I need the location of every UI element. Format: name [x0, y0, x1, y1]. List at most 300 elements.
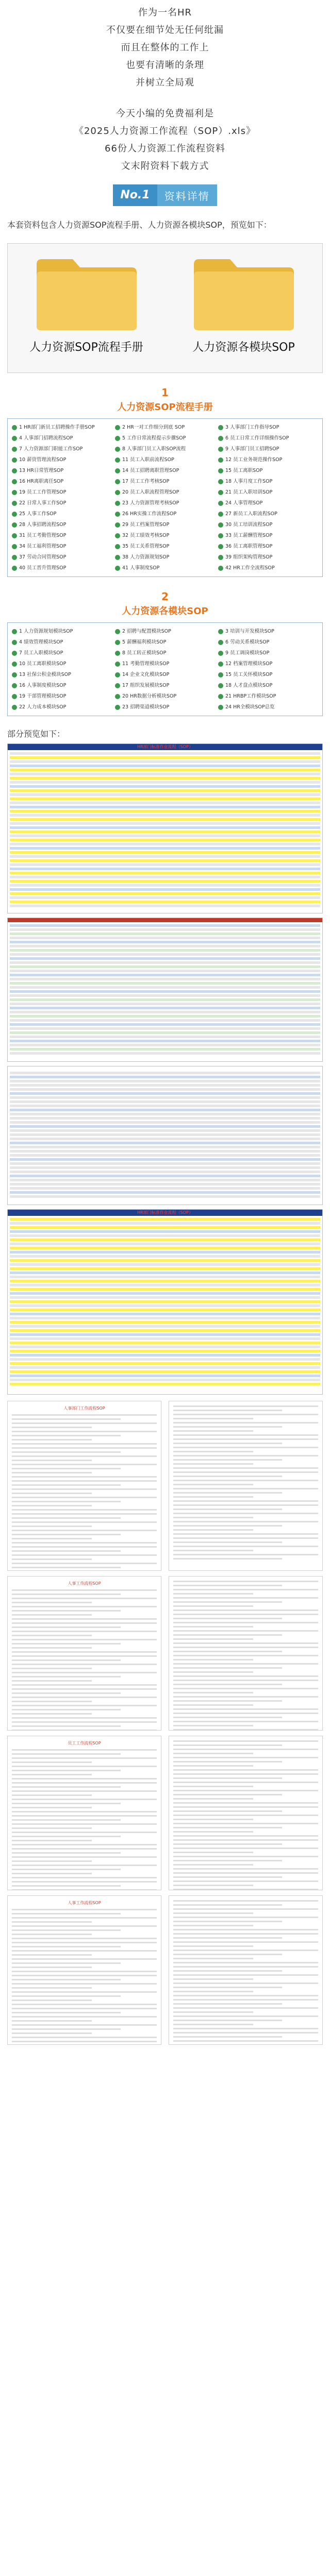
sheet-row: [10, 1276, 320, 1278]
file-list-item: [115, 564, 215, 572]
sheet-row: [10, 1092, 320, 1095]
doc-text-line: [12, 2012, 121, 2013]
bullet-icon: [218, 522, 223, 528]
doc-text-line: [173, 1978, 253, 1980]
doc-text-line: [12, 1484, 121, 1486]
file-name: 2 招聘与配置模块SOP: [122, 629, 171, 634]
doc-text-line: [12, 1958, 157, 1960]
doc-text-line: [12, 1713, 92, 1715]
doc-text-line: [173, 1839, 318, 1841]
file-list-item: [12, 659, 112, 668]
bullet-icon: [218, 490, 223, 495]
doc-text-line: [173, 1900, 318, 1902]
file-list-item: [115, 499, 215, 507]
sheet-row: [10, 1015, 320, 1018]
doc-text-line: [12, 1873, 92, 1874]
sheet-row: [10, 769, 320, 771]
file-list-item: [115, 445, 215, 453]
doc-text-line: [12, 1468, 121, 1469]
folder-module-sop[interactable]: [185, 255, 303, 356]
bullet-icon: [12, 662, 17, 667]
doc-text-line: [173, 1717, 282, 1718]
sheet-row: [10, 1117, 320, 1120]
doc-text-line: [173, 1700, 282, 1702]
preview-doc: [7, 1401, 161, 1571]
bullet-icon: [218, 544, 223, 549]
doc-text-line: [173, 1925, 253, 1926]
doc-text-line: [12, 1618, 157, 1620]
doc-text-line: [173, 1945, 253, 1947]
doc-text-line: [12, 1610, 121, 1612]
doc-text-line: [173, 1550, 253, 1551]
doc-text-line: [12, 1950, 157, 1952]
doc-text-line: [173, 1558, 282, 1560]
section-badge: [0, 184, 330, 206]
file-list-item: [218, 553, 318, 562]
sheet-row: [10, 1346, 320, 1348]
sheet-row: [10, 1150, 320, 1153]
doc-text-line: [173, 1529, 253, 1531]
file-list-item: [218, 703, 318, 711]
sheet-row: [10, 851, 320, 854]
doc-text-line: [12, 1942, 157, 1943]
doc-text-line: [12, 1521, 157, 1523]
doc-text-line: [173, 1484, 253, 1485]
file-name: 19 干部管理模块SOP: [19, 693, 67, 699]
doc-text-line: [173, 1933, 318, 1935]
bullet-icon: [115, 672, 120, 677]
doc-text-line: [173, 1729, 318, 1731]
sheet-row: [10, 826, 320, 829]
doc-text-line: [12, 1705, 157, 1706]
doc-text-line: [173, 1601, 282, 1603]
doc-text-line: [173, 1651, 282, 1652]
doc-title: 人事工作流程SOP: [68, 1901, 101, 1905]
doc-text-line: [173, 1405, 318, 1407]
sheet-row: [10, 1267, 320, 1270]
bullet-icon: [218, 457, 223, 463]
preview-doc: [7, 1895, 161, 2045]
sheet-row: [10, 1251, 320, 1253]
doc-text-line: [173, 2040, 318, 2042]
doc-text-line: [12, 1794, 92, 1796]
doc-text-line: [173, 1581, 318, 1582]
file-list-item: [12, 531, 112, 540]
doc-text-line: [12, 2008, 157, 2009]
file-list-item: [12, 488, 112, 497]
bullet-icon: [12, 672, 17, 677]
doc-text-line: [173, 1597, 318, 1599]
doc-text-line: [173, 1622, 318, 1623]
doc-text-line: [12, 1753, 121, 1755]
doc-text-line: [173, 1744, 282, 1746]
file-name: 12 档案管理模块SOP: [225, 661, 273, 667]
file-name: 18 人事月度工作SOP: [225, 479, 273, 484]
file-list-item: [115, 670, 215, 679]
bullet-icon: [218, 479, 223, 484]
sheet-row: [10, 765, 320, 767]
sheet-row: [10, 793, 320, 796]
bullet-icon: [12, 566, 17, 571]
doc-text-line: [12, 1422, 157, 1424]
sheet-row: [10, 1226, 320, 1229]
doc-text-line: [12, 1684, 157, 1686]
file-list-item: [218, 445, 318, 453]
file-name: 26 HR实操工作流程SOP: [122, 511, 177, 517]
sheet-row: [10, 785, 320, 788]
sheet-row: [10, 1133, 320, 1136]
doc-text-line: [173, 1630, 318, 1632]
file-name: 28 人事招聘流程SOP: [19, 522, 67, 528]
doc-text-line: [12, 1680, 92, 1682]
doc-text-line: [12, 1542, 157, 1544]
doc-text-line: [173, 1810, 282, 1812]
sheet-row: [10, 1333, 320, 1336]
doc-text-line: [173, 2028, 318, 2029]
sheet-row: [10, 1263, 320, 1266]
doc-text-line: [12, 1934, 92, 1935]
bullet-icon: [12, 544, 17, 549]
sheet-row: [10, 802, 320, 804]
sheet-row: [10, 933, 320, 935]
file-list-item: [12, 638, 112, 647]
sheet-row: [10, 752, 320, 755]
sheet-row: [10, 970, 320, 972]
bullet-icon: [218, 447, 223, 452]
doc-text-line: [12, 1567, 121, 1568]
file-name: 11 员工入职前流程SOP: [122, 457, 174, 463]
doc-text-line: [173, 1513, 318, 1514]
doc-text-line: [12, 1717, 157, 1719]
file-list-item: [12, 627, 112, 636]
bullet-icon: [12, 629, 17, 634]
sheet-row: [10, 1052, 320, 1055]
doc-text-line: [173, 1880, 318, 1882]
sheet-row: [10, 781, 320, 784]
sheet-row: [10, 1166, 320, 1169]
file-name: 27 新员工入职流程SOP: [225, 511, 277, 517]
doc-text-line: [173, 1941, 318, 1943]
file-name: 17 组织发展模块SOP: [122, 683, 170, 688]
doc-text-line: [173, 1476, 282, 1477]
doc-text-line: [12, 1913, 121, 1914]
sheet-row: [10, 953, 320, 956]
file-name: 7 员工入职模块SOP: [19, 650, 63, 656]
doc-text-line: [173, 2024, 253, 2025]
doc-text-line: [12, 1692, 121, 1694]
bullet-icon: [12, 468, 17, 473]
file-name: 7 人力资源部门职能工作SOP: [19, 446, 83, 452]
file-name: 3 人事部门工作指导SOP: [225, 425, 279, 430]
sheet-row: [10, 924, 320, 927]
sheet-row: [10, 1325, 320, 1328]
section2-number: 2: [161, 590, 169, 603]
file-name: 6 劳动关系模块SOP: [225, 639, 270, 645]
doc-text-line: [12, 1877, 157, 1878]
doc-text-line: [173, 1777, 282, 1779]
doc-title: 员工工作流程SOP: [68, 1741, 101, 1745]
file-list-item: [218, 670, 318, 679]
file-name: 12 员工业务规范操作SOP: [225, 457, 283, 463]
doc-text-line: [12, 1770, 121, 1771]
doc-text-line: [173, 1999, 318, 2001]
doc-text-line: [12, 1757, 157, 1759]
doc-text-line: [173, 1962, 318, 1963]
file-list-item: [115, 520, 215, 529]
file-name: 4 绩效管理模块SOP: [19, 639, 63, 645]
doc-text-line: [173, 1954, 282, 1955]
doc-text-line: [12, 1655, 157, 1657]
doc-text-line: [12, 1852, 121, 1854]
doc-text-line: [12, 1979, 121, 1980]
doc-text-line: [173, 1773, 318, 1775]
bullet-icon: [12, 522, 17, 528]
sheet-row: [10, 1040, 320, 1042]
sheet-row: [10, 1154, 320, 1157]
doc-text-line: [173, 1692, 253, 1693]
doc-text-line: [173, 1987, 282, 1988]
file-list-item: [218, 423, 318, 432]
doc-text-line: [173, 1517, 253, 1518]
sheet-row: [10, 1100, 320, 1103]
file-list-item: [218, 520, 318, 529]
doc-text-line: [12, 1721, 157, 1723]
bullet-icon: [218, 672, 223, 677]
file-list-item: [12, 681, 112, 690]
sheet-row: [10, 1218, 320, 1221]
doc-text-line: [173, 1463, 253, 1465]
doc-text-line: [173, 1856, 318, 1857]
doc-text-line: [173, 2003, 282, 2005]
doc-text-line: [173, 1982, 318, 1984]
sheet-row: [10, 1080, 320, 1082]
file-list-item: [115, 638, 215, 647]
doc-text-line: [173, 1868, 318, 1870]
sheet-row: [10, 957, 320, 960]
sheet-row: [10, 831, 320, 833]
sheet-row: [10, 888, 320, 891]
doc-text-line: [12, 1659, 121, 1661]
sheet-row: [10, 1162, 320, 1165]
doc-text-line: [173, 1696, 318, 1698]
file-list-item: [115, 649, 215, 657]
bullet-icon: [115, 640, 120, 645]
doc-text-line: [12, 1550, 121, 1552]
bullet-icon: [218, 694, 223, 699]
doc-text-line: [12, 1668, 92, 1669]
file-name: 10 员工离职模块SOP: [19, 661, 67, 667]
doc-text-line: [173, 1765, 253, 1767]
bullet-icon: [218, 640, 223, 645]
file-list-item: [12, 670, 112, 679]
file-name: 24 HR全模块SOP总览: [225, 704, 275, 710]
doc-text-line: [173, 1471, 318, 1473]
doc-text-line: [12, 1602, 92, 1603]
doc-text-line: [12, 1464, 157, 1465]
bullet-icon: [115, 694, 120, 699]
sheet-row: [10, 1138, 320, 1140]
doc-text-line: [173, 1605, 253, 1607]
doc-text-line: [12, 1631, 157, 1632]
section1-title: 人力资源SOP流程手册: [117, 402, 213, 413]
doc-text-line: [173, 1451, 253, 1452]
doc-text-line: [12, 1869, 121, 1870]
doc-text-line: [173, 1889, 318, 1890]
bullet-icon: [218, 425, 223, 430]
file-name: 41 人事制度SOP: [122, 565, 160, 571]
sheet-row: [10, 855, 320, 858]
sheet-row: [10, 1230, 320, 1233]
file-name: 14 企业文化模块SOP: [122, 672, 170, 677]
file-list-item: [12, 445, 112, 453]
doc-text-line: [12, 1962, 121, 1964]
doc-text-line: [12, 1435, 121, 1436]
file-name: 8 人事部门员工入职SOP流程: [122, 446, 186, 452]
bullet-icon: [218, 501, 223, 506]
file-list-item: [12, 520, 112, 529]
sheet-row: [10, 1007, 320, 1009]
doc-text-line: [12, 1546, 157, 1548]
doc-text-line: [12, 1418, 121, 1420]
file-list-item: [218, 542, 318, 551]
preview-sheet-4: [7, 1209, 323, 1395]
sheet-row: [10, 1370, 320, 1373]
doc-text-line: [12, 1558, 92, 1560]
folder-name: 人力资源SOP流程手册: [29, 341, 143, 354]
badge-number: No.1: [113, 184, 157, 206]
doc-text-line: [173, 1876, 282, 1878]
doc-text-line: [173, 1708, 318, 1710]
sheet-row: [10, 986, 320, 989]
sheet-row: [10, 863, 320, 866]
doc-text-line: [173, 1647, 318, 1648]
doc-text-line: [173, 1504, 318, 1506]
doc-text-line: [173, 2020, 282, 2021]
bullet-icon: [12, 479, 17, 484]
doc-text-line: [173, 1753, 253, 1754]
intro-line: 不仅要在细节处无任何纰漏: [106, 25, 224, 36]
file-list-item: [12, 510, 112, 518]
doc-text-line: [173, 1848, 318, 1849]
sheet-row: [10, 941, 320, 943]
doc-text-line: [173, 1908, 318, 1910]
sheet-row: [10, 1280, 320, 1282]
sheet-row: [10, 1317, 320, 1319]
sheet-row: [10, 1222, 320, 1225]
doc-text-line: [173, 1509, 282, 1510]
folder-sop-handbook[interactable]: [27, 255, 146, 356]
doc-text-line: [12, 1778, 157, 1780]
doc-text-line: [173, 1794, 282, 1795]
doc-text-line: [173, 1426, 282, 1428]
file-list-item: [115, 553, 215, 562]
folder-card: [7, 243, 323, 373]
sheet-row: [10, 998, 320, 1001]
file-name: 40 员工晋升管理SOP: [19, 565, 67, 571]
file-list-item: [115, 510, 215, 518]
doc-text-line: [12, 1991, 157, 1993]
doc-text-line: [173, 1488, 318, 1489]
sheet-row: [10, 1195, 320, 1198]
doc-text-line: [12, 1709, 121, 1710]
sheet-row: [10, 1036, 320, 1038]
file-list-item: [218, 488, 318, 497]
doc-text-line: [12, 1917, 157, 1919]
doc-text-line: [173, 1480, 318, 1481]
doc-text-line: [173, 1618, 282, 1619]
doc-text-line: [12, 1786, 121, 1788]
sheet-row: [10, 839, 320, 841]
doc-text-line: [173, 1929, 318, 1930]
file-list-item: [218, 477, 318, 486]
file-name: 33 员工薪酬管理SOP: [225, 533, 273, 538]
bullet-icon: [12, 457, 17, 463]
doc-text-line: [12, 1848, 157, 1850]
file-name: 19 员工工作管理SOP: [19, 489, 67, 495]
preview-doc: [169, 1736, 323, 1890]
file-list-item: [218, 659, 318, 668]
bullet-icon: [12, 683, 17, 688]
sheet-row: [10, 1342, 320, 1344]
sheet-row: [10, 1179, 320, 1181]
doc-text-line: [12, 1946, 121, 1947]
file-list-item: [12, 499, 112, 507]
bullet-icon: [115, 533, 120, 538]
doc-text-line: [173, 1410, 282, 1411]
doc-text-line: [173, 1827, 282, 1828]
sheet-title: HR部门标准作业流程（SOP）: [8, 1210, 322, 1216]
doc-text-line: [12, 1676, 121, 1677]
doc-text-line: [12, 1790, 157, 1792]
doc-text-line: [12, 1836, 121, 1837]
doc-text-line: [173, 2015, 318, 2017]
bullet-icon: [115, 425, 120, 430]
doc-text-line: [12, 1860, 92, 1862]
doc-text-line: [12, 2028, 121, 2030]
sheet-row: [10, 928, 320, 931]
bullet-icon: [12, 694, 17, 699]
sheet-row: [10, 1362, 320, 1365]
doc-text-line: [173, 1912, 253, 1914]
doc-text-line: [173, 1443, 282, 1444]
sheet-row: [10, 1129, 320, 1132]
sheet-row: [10, 872, 320, 874]
bullet-icon: [218, 436, 223, 441]
doc-text-line: [12, 1844, 157, 1845]
doc-text-line: [12, 1488, 157, 1490]
file-name: 37 劳动合同管理SOP: [19, 554, 67, 560]
bullet-icon: [115, 651, 120, 656]
file-list-item: [218, 649, 318, 657]
file-name: 21 员工入职培训SOP: [225, 489, 273, 495]
sheet-row: [10, 1171, 320, 1173]
file-list-item: [115, 542, 215, 551]
doc-text-line: [12, 1840, 92, 1841]
file-list-item: [12, 692, 112, 701]
file-name: 13 HR日常管理SOP: [19, 468, 64, 473]
file-list-item: [218, 455, 318, 464]
sheet-row: [10, 810, 320, 812]
doc-text-line: [173, 2032, 318, 2033]
doc-text-line: [173, 1438, 318, 1440]
doc-text-line: [173, 1740, 318, 1742]
folder-name: 人力资源各模块SOP: [192, 341, 295, 354]
doc-text-line: [12, 1622, 157, 1624]
doc-text-line: [12, 2032, 92, 2034]
bullet-icon: [218, 566, 223, 571]
file-name: 1 人力资源规划模块SOP: [19, 629, 73, 634]
preview-sheet-3: [7, 1066, 323, 1205]
